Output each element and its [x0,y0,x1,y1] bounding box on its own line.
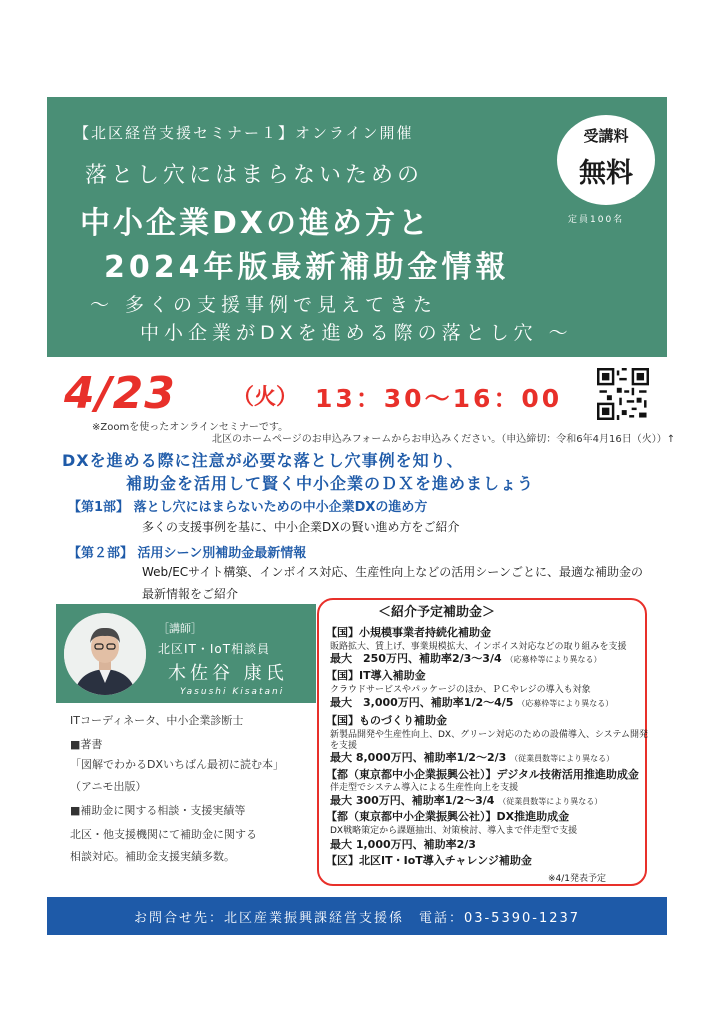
subsidy-description: DX戦略策定から課題抽出、対策検討、導入まで伴走型で支援 [330,826,578,836]
subtitle-line1: 〜 多くの支援事例で見えてきた [90,294,438,316]
part2-description-line1: Web/ECサイト構築、インボイス対応、生産性向上などの活用シーンごとに、最適な補助金の [142,565,643,579]
part2-title: 【第２部】 活用シーン別補助金最新情報 [68,546,307,561]
zoom-note: ※Zoomを使ったオンラインセミナーです。 [92,422,289,433]
subsidy-name: 【都（東京都中小企業振興公社）】DX推進助成金 [326,810,570,823]
lecturer-role: ［講師］ [158,622,202,635]
badge-fee-label: 受講料 [583,127,629,145]
catch-copy: 落とし穴にはまらないための [85,163,424,188]
event-date: 4/23 [64,368,176,419]
part1-description: 多くの支援事例を基に、中小企業DXの賢い進め方をご紹介 [142,520,460,534]
lecturer-name-roman: Yasushi Kisatani [180,687,285,697]
subtitle-line2: 中小企業がDXを進める際の落とし穴 〜 [140,322,573,344]
subsidy-description: 販路拡大、賃上げ、事業規模拡大、インボイス対応などの取り組みを支援 [330,642,627,652]
subsidy-max-note: （応募枠等により異なる） [517,699,614,708]
subsidy-description: 新製品開発や生産性向上、DX、グリーン対応のための設備導入、システム開発 [330,730,649,740]
page-title-line2: 2024年版最新補助金情報 [104,250,510,285]
event-time: 13：30〜16：00 [315,384,563,413]
part2-description-line2: 最新情報をご紹介 [142,587,239,601]
subsidy-name: 【国】IT導入補助金 [326,669,426,682]
page-title-line1: 中小企業DXの進め方と [80,206,432,241]
person-icon [64,613,146,695]
subsidy-max-note: （従業員数等により異なる） [498,797,603,806]
lead-line1: DXを進める際に注意が必要な落とし穴事例を知り、 [62,451,464,470]
subsidy-name: 【国】小規模事業者持続化補助金 [326,626,491,639]
bio-line: 「図解でわかるDXいちばん最初に読む本」 [70,758,285,771]
lecturer-photo [64,613,146,695]
subsidy-name: 【都（東京都中小企業振興公社）】デジタル技術活用推進助成金 [326,768,639,781]
subsidy-max-note: （応募枠等により異なる） [505,655,602,664]
bio-line: ■補助金に関する相談・支援実績等 [70,804,246,817]
subsidy-description: を支援 [330,741,358,751]
bio-line: 相談対応。補助金支援実績多数。 [70,850,235,863]
lead-line2: 補助金を活用して賢く中小企業のＤＸを進めましょう [126,474,535,493]
event-day: （火） [232,385,299,410]
lecturer-org: 北区IT・IoT相談員 [158,642,271,656]
subsidy-max-value: 最大 8,000万円、補助率1/2〜2/3 [330,751,507,764]
subsidy-max [330,749,614,765]
bio-line: ITコーディネータ、中小企業診断士 [70,714,244,727]
subsidy-max-note: （従業員数等により異なる） [510,754,615,763]
seminar-label: 【北区経営支援セミナー１】オンライン開催 [74,124,414,142]
subsidy-max-value: 最大 3,000万円、補助率1/2〜4/5 [330,696,514,709]
apply-note: 北区のホームページのお申込みフォームからお申込みください。（申込締切：令和6年4月16日（火））↑ [212,434,676,445]
bio-line: 北区・他支援機関にて補助金に関する [70,828,257,841]
capacity-label: 定員100名 [568,215,625,225]
subsidy-heading: ＜紹介予定補助金＞ [378,605,496,620]
subsidy-max-value: 最大 300万円、補助率1/2〜3/4 [330,794,495,807]
subsidy-max-value: 最大 250万円、補助率2/3〜3/4 [330,652,502,665]
subsidy-max [330,694,613,710]
subsidy-max-value: 最大 1,000万円、補助率2/3 [330,838,476,851]
lecturer-name: 木佐谷 康氏 [168,663,288,684]
contact-text: お問合せ先：北区産業振興課経営支援係 電話：03-5390-1237 [133,911,581,926]
subsidy-name: 【区】北区IT・IoT導入チャレンジ補助金 [326,854,532,867]
badge-free-label: 無料 [579,158,633,189]
subsidy-max [330,650,601,666]
subsidy-max [330,792,602,808]
part1-title: 【第1部】 落とし穴にはまらないための中小企業DXの進め方 [68,500,428,515]
bio-line: ■著書 [70,738,103,751]
subsidy-description: 伴走型でシステム導入による生産性向上を支援 [330,783,519,793]
subsidy-note: ※4/1発表予定 [548,874,607,884]
subsidy-name: 【国】ものづくり補助金 [326,714,447,727]
bio-line: （アニモ出版） [70,780,147,793]
qr-code-icon[interactable] [597,368,649,420]
subsidy-description: クラウドサービスやパッケージのほか、ＰＣやレジの導入も対象 [330,685,591,695]
